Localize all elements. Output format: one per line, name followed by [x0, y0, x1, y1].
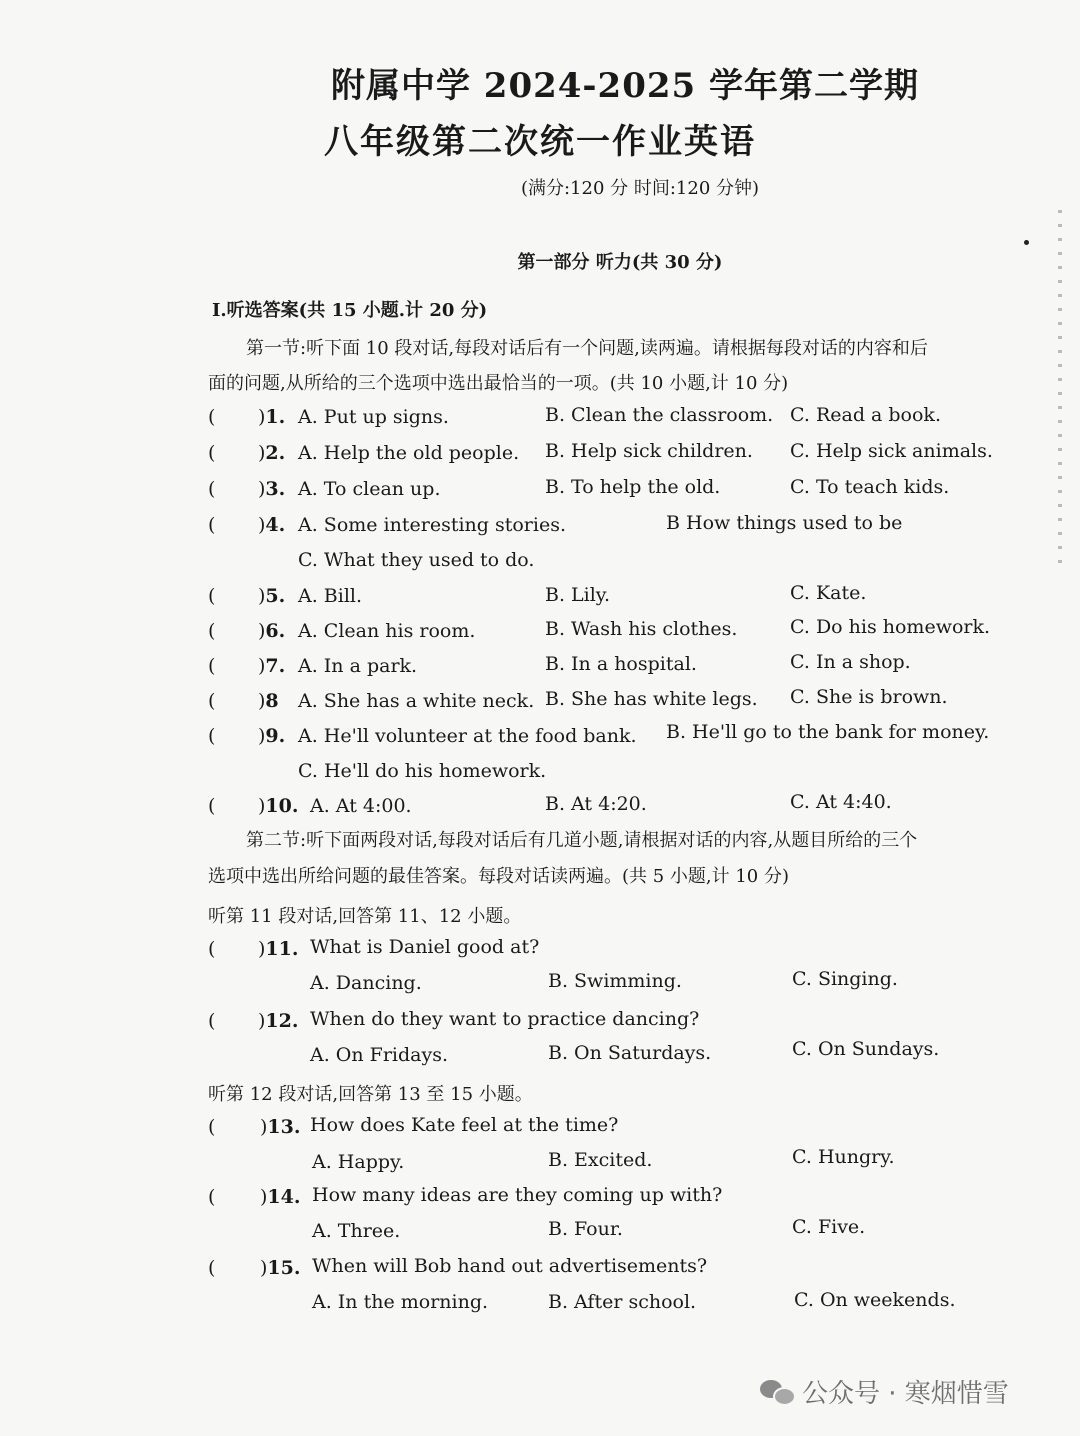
answer-paren-close: ) — [260, 1257, 268, 1279]
question-10 — [258, 795, 298, 817]
question-stem: When will Bob hand out advertisements? — [312, 1255, 708, 1277]
question-number: 1. — [265, 406, 286, 428]
question-8 — [258, 690, 279, 712]
answer-paren-open: ( — [208, 725, 216, 747]
question-stem: What is Daniel good at? — [310, 936, 540, 958]
option-b: B How things used to be — [666, 512, 903, 534]
answer-paren-close: ) — [258, 1010, 266, 1032]
option-c: C. What they used to do. — [298, 549, 535, 571]
option-c: C. Singing. — [792, 968, 898, 990]
answer-paren-open: ( — [208, 938, 216, 960]
answer-paren-open: ( — [208, 585, 216, 607]
option-a: A. She has a white neck. — [298, 690, 535, 712]
question-number: 9. — [265, 725, 286, 747]
option-a: A. Dancing. — [310, 972, 422, 994]
watermark-text: 公众号 · 寒烟惜雪 — [802, 1379, 1009, 1409]
option-a: A. In the morning. — [312, 1291, 489, 1313]
question-number: 5. — [265, 585, 286, 607]
option-c: C. In a shop. — [790, 651, 911, 673]
answer-paren-close: ) — [258, 514, 266, 536]
option-c: C. At 4:40. — [790, 791, 892, 813]
question-15 — [260, 1257, 300, 1279]
part-one-heading: 第一部分 听力(共 30 分) — [517, 252, 723, 273]
answer-paren-close: ) — [258, 478, 266, 500]
ink-dot — [1024, 240, 1029, 245]
option-c: C. Help sick animals. — [790, 440, 993, 462]
answer-paren-open: ( — [208, 442, 216, 464]
exam-subtitle: (满分:120 分 时间:120 分钟) — [520, 178, 760, 199]
option-c: C. He'll do his homework. — [298, 760, 547, 782]
option-b: B. Excited. — [548, 1149, 653, 1171]
option-c: C. Do his homework. — [790, 616, 991, 638]
question-number: 7. — [265, 655, 286, 677]
question-5 — [258, 585, 285, 607]
question-number: 13. — [267, 1116, 301, 1138]
option-b: B. Four. — [548, 1218, 623, 1240]
option-b: B. Help sick children. — [545, 440, 753, 462]
answer-paren-close: ) — [258, 938, 266, 960]
question-number: 12. — [265, 1010, 299, 1032]
question-14 — [260, 1186, 300, 1208]
option-c: C. Kate. — [790, 582, 867, 604]
option-a: A. Happy. — [312, 1151, 405, 1173]
question-12 — [258, 1010, 298, 1032]
option-b: B. Lily. — [545, 584, 611, 606]
question-number: 15. — [267, 1257, 301, 1279]
option-a: A. He'll volunteer at the food bank. — [298, 725, 637, 747]
option-b: B. At 4:20. — [545, 793, 647, 815]
option-c: C. On Sundays. — [792, 1038, 940, 1060]
answer-paren-open: ( — [208, 795, 216, 817]
answer-paren-open: ( — [208, 655, 216, 677]
option-c: C. Hungry. — [792, 1146, 895, 1168]
dialog-11-heading: 听第 11 段对话,回答第 11、12 小题。 — [208, 906, 522, 927]
option-a: A. Bill. — [298, 585, 363, 607]
option-a: A. Put up signs. — [298, 406, 449, 428]
option-b: B. To help the old. — [545, 476, 721, 498]
answer-paren-close: ) — [258, 406, 266, 428]
wechat-icon — [760, 1378, 794, 1406]
question-stem: How many ideas are they coming up with? — [312, 1184, 723, 1206]
answer-paren-close: ) — [258, 442, 266, 464]
question-6 — [258, 620, 285, 642]
option-c: C. On weekends. — [794, 1289, 956, 1311]
answer-paren-close: ) — [260, 1186, 268, 1208]
answer-paren-close: ) — [258, 795, 266, 817]
question-13 — [260, 1116, 300, 1138]
question-stem: When do they want to practice dancing? — [310, 1008, 700, 1030]
option-b: B. She has white legs. — [545, 688, 758, 710]
option-b: B. Clean the classroom. — [545, 404, 774, 426]
question-number: 8 — [265, 690, 279, 712]
option-a: A. In a park. — [298, 655, 418, 677]
question-number: 10. — [265, 795, 299, 817]
option-b: B. Wash his clothes. — [545, 618, 738, 640]
question-number: 4. — [265, 514, 286, 536]
option-c: C. She is brown. — [790, 686, 948, 708]
question-1 — [258, 406, 285, 428]
option-a: A. To clean up. — [298, 478, 441, 500]
question-2 — [258, 442, 285, 464]
sub-section2-instruction-line1: 第二节:听下面两段对话,每段对话后有几道小题,请根据对话的内容,从题目所给的三个 — [246, 830, 918, 851]
answer-paren-open: ( — [208, 406, 216, 428]
option-a: A. On Fridays. — [310, 1044, 449, 1066]
exam-title-line1: 附属中学 2024-2025 学年第二学期 — [330, 66, 920, 106]
question-9 — [258, 725, 285, 747]
watermark — [760, 1373, 1009, 1410]
option-a: A. Three. — [312, 1220, 401, 1242]
answer-paren-open: ( — [208, 620, 216, 642]
answer-paren-open: ( — [208, 1186, 216, 1208]
section-I-heading: I.听选答案(共 15 小题.计 20 分) — [212, 300, 488, 321]
option-a: A. Some interesting stories. — [298, 514, 566, 536]
answer-paren-close: ) — [258, 725, 266, 747]
question-number: 14. — [267, 1186, 301, 1208]
option-a: A. At 4:00. — [310, 795, 412, 817]
option-b: B. After school. — [548, 1291, 697, 1313]
option-a: A. Help the old people. — [298, 442, 520, 464]
answer-paren-close: ) — [258, 585, 266, 607]
option-c: C. Five. — [792, 1216, 866, 1238]
option-a: A. Clean his room. — [298, 620, 476, 642]
option-b: B. On Saturdays. — [548, 1042, 712, 1064]
sub-section1-instruction-line2: 面的问题,从所给的三个选项中选出最恰当的一项。(共 10 小题,计 10 分) — [208, 373, 789, 394]
option-b: B. Swimming. — [548, 970, 682, 992]
answer-paren-close: ) — [258, 655, 266, 677]
question-stem: How does Kate feel at the time? — [310, 1114, 619, 1136]
answer-paren-close: ) — [260, 1116, 268, 1138]
question-3 — [258, 478, 285, 500]
sub-section1-instruction-line1: 第一节:听下面 10 段对话,每段对话后有一个问题,读两遍。请根据每段对话的内容和后 — [246, 338, 928, 359]
question-11 — [258, 938, 298, 960]
answer-paren-open: ( — [208, 1010, 216, 1032]
answer-paren-open: ( — [208, 690, 216, 712]
question-number: 6. — [265, 620, 286, 642]
sub-section2-instruction-line2: 选项中选出所给问题的最佳答案。每段对话读两遍。(共 5 小题,计 10 分) — [208, 866, 790, 887]
answer-paren-close: ) — [258, 690, 266, 712]
question-number: 3. — [265, 478, 286, 500]
question-4 — [258, 514, 285, 536]
dialog-12-heading: 听第 12 段对话,回答第 13 至 15 小题。 — [208, 1084, 533, 1105]
question-number: 2. — [265, 442, 286, 464]
exam-title-line2: 八年级第二次统一作业英语 — [324, 122, 756, 162]
answer-paren-open: ( — [208, 478, 216, 500]
answer-paren-open: ( — [208, 514, 216, 536]
option-b: B. In a hospital. — [545, 653, 697, 675]
question-7 — [258, 655, 285, 677]
answer-paren-open: ( — [208, 1116, 216, 1138]
option-b: B. He'll go to the bank for money. — [666, 721, 990, 743]
question-number: 11. — [265, 938, 299, 960]
option-c: C. Read a book. — [790, 404, 941, 426]
answer-paren-open: ( — [208, 1257, 216, 1279]
option-c: C. To teach kids. — [790, 476, 950, 498]
answer-paren-close: ) — [258, 620, 266, 642]
